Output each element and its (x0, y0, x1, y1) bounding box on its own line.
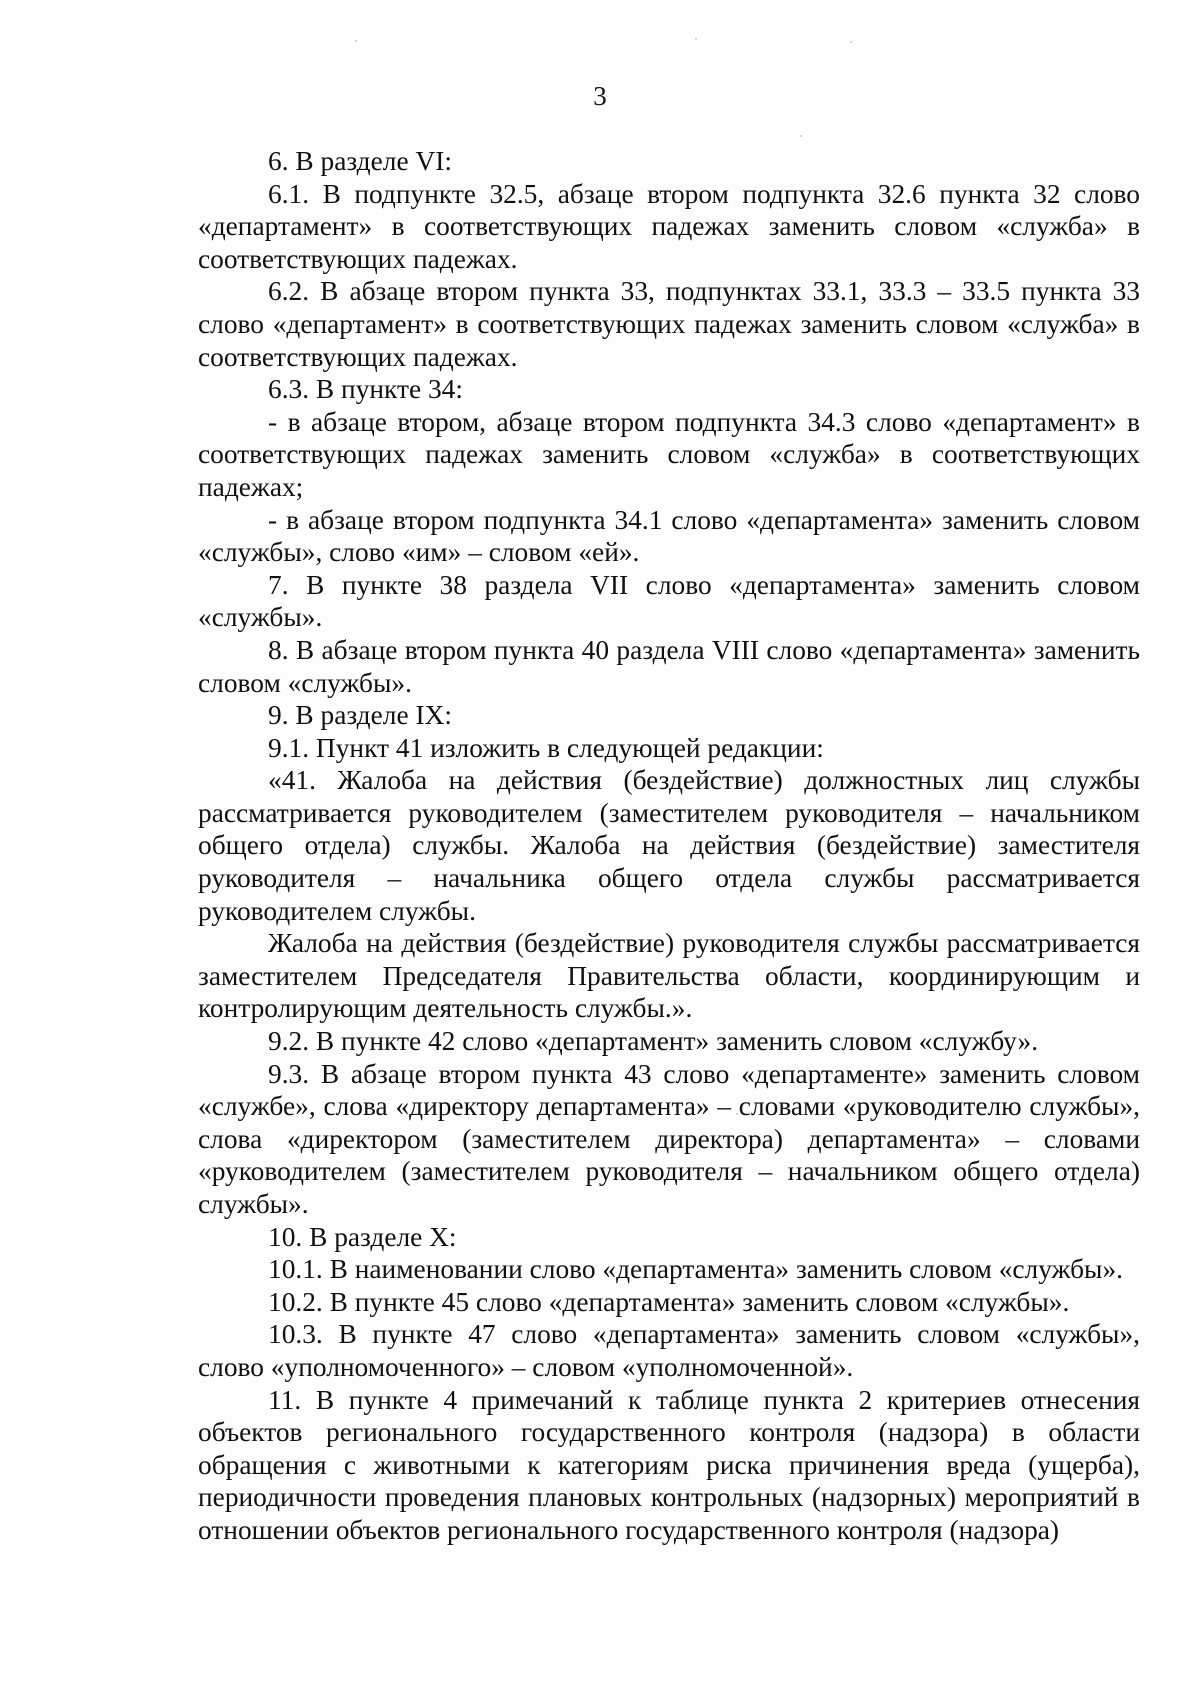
document-body (198, 145, 1140, 1547)
page-number: 3 (593, 81, 607, 111)
paragraph-11: 11. В пункте 4 примечаний к таблице пункта 2 критериев отнесения объектов регионального государственного контроля (надзора) в области обращения с животными к категориям риска причинения вреда (ущерба), периодичности проведения плановых контрольных (надзорных) мероприятий в отношении объектов регионального государственного контроля (надзора) (198, 1384, 1140, 1545)
paragraph-10-1: 10.1. В наименовании слово «департамента» заменить словом «службы». (268, 1254, 1123, 1285)
paragraph-9-2: 9.2. В пункте 42 слово «департамент» заменить словом «службу». (268, 1026, 1039, 1057)
paragraph-8: 8. В абзаце втором пункта 40 раздела VIII слово «департамента» заменить словом «службы». (198, 634, 1140, 698)
paragraph-41-quote-cont: Жалоба на действия (бездействие) руководителя службы рассматривается заместителем Председателя Правительства области, координирующим и контролирующим деятельность службы.». (198, 928, 1140, 1024)
paragraph-6-3: 6.3. В пункте 34: (268, 374, 463, 405)
paragraph-9: 9. В разделе IX: (268, 700, 452, 731)
paragraph-6: 6. В разделе VI: (268, 146, 452, 176)
paragraph-10-3: 10.3. В пункте 47 слово «департамента» заменить словом «службы», слово «уполномоченного» – словом «уполномоченной». (198, 1319, 1140, 1382)
paragraph-6-3-item-2: - в абзаце втором подпункта 34.1 слово «департамента» заменить словом «службы», слово «им» – словом «ей». (198, 504, 1140, 568)
paragraph-9-1: 9.1. Пункт 41 изложить в следующей редакции: (268, 732, 824, 763)
paragraph-6-3-item-1: - в абзаце втором, абзаце втором подпункта 34.3 слово «департамент» в соответствующих падежах заменить словом «служба» в соответствующих падежах; (198, 406, 1140, 502)
paragraph-9-3: 9.3. В абзаце втором пункта 43 слово «департаменте» заменить словом «службе», слова «директору департамента» – словами «руководителю службы», слова «директором (заместителем директора) департамента» – словами «руководителем (заместителем руководителя – начальником общего отдела) службы». (198, 1058, 1140, 1219)
paragraph-6-1: 6.1. В подпункте 32.5, абзаце втором подпункта 32.6 пункта 32 слово «департамент» в соответствующих падежах заменить словом «служба» в соответствующих падежах. (198, 178, 1140, 274)
paragraph-41-quote: «41. Жалоба на действия (бездействие) должностных лиц службы рассматривается руководителем (заместителем руководителя – начальником общего отдела) службы. Жалоба на действия (бездействие) заместителя руководителя – начальника общего отдела службы рассматривается руководителем службы. (198, 765, 1140, 926)
paragraph-6-2: 6.2. В абзаце втором пункта 33, подпунктах 33.1, 33.3 – 33.5 пункта 33 слово «департамент» в соответствующих падежах заменить словом «служба» в соответствующих падежах. (198, 276, 1140, 372)
paragraph-7: 7. В пункте 38 раздела VII слово «департамента» заменить словом «службы». (198, 569, 1140, 633)
paragraph-10-2: 10.2. В пункте 45 слово «департамента» заменить словом «службы». (268, 1286, 1070, 1317)
paragraph-10: 10. В разделе X: (268, 1221, 457, 1252)
